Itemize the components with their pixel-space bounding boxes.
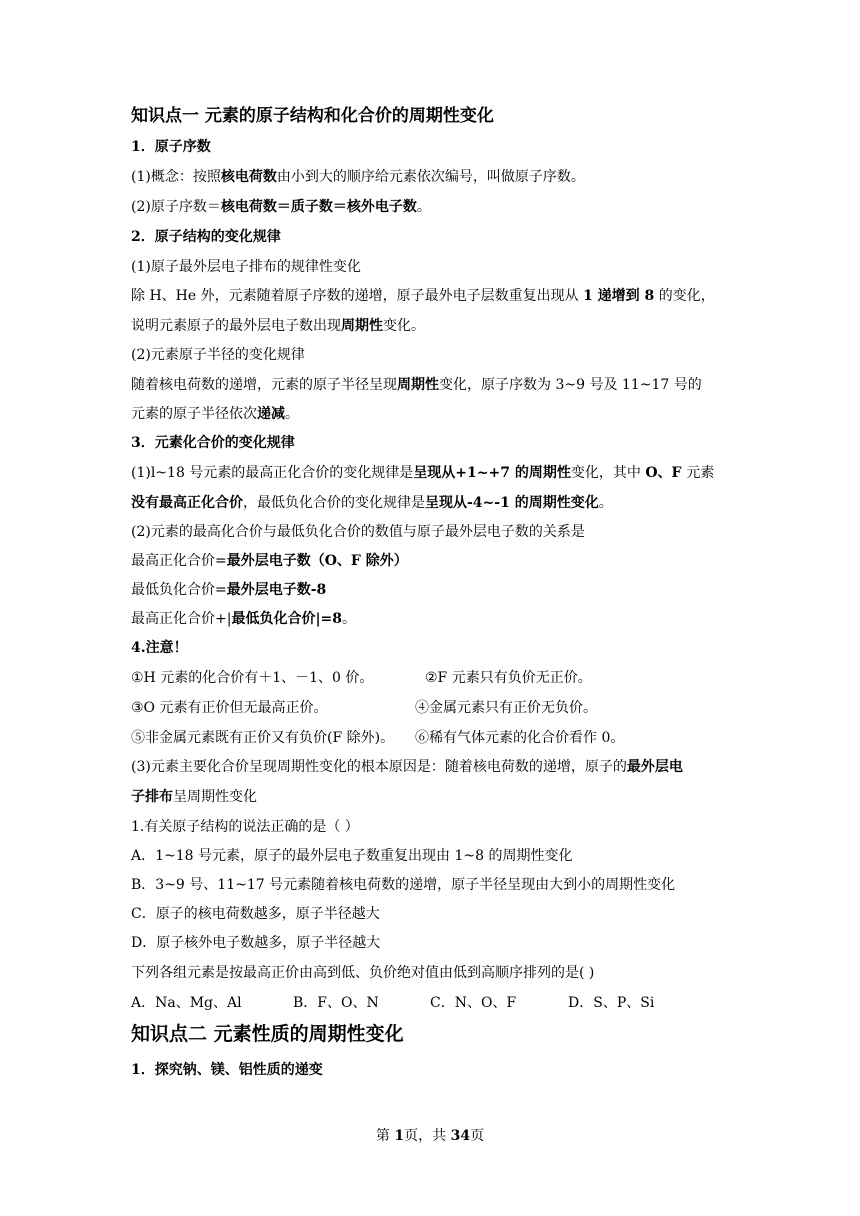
page-number: 1 (394, 1128, 405, 1144)
paragraph (131, 757, 683, 777)
text: (1)l~18 号元素的最高正化合价的变化规律是 (131, 465, 414, 481)
question-2-option-d: D．S、P、Si (568, 995, 655, 1011)
bold-text: 呈现从+1~+7 的周期性 (413, 465, 571, 481)
paragraph (131, 286, 715, 306)
question-2-option-b: B．F、O、N (293, 995, 379, 1011)
bold-text: 最外层电子数-8 (226, 582, 327, 598)
subheading-notes: 4.注意！ (131, 640, 188, 656)
text: 第 (375, 1128, 395, 1144)
text: 除 H、He 外，元素随着原子序数的递增，原子最外电子层数重复出现从 (131, 288, 584, 304)
text: (1)概念：按照 (131, 169, 221, 185)
subheading-na-mg-al: 1．探究钠、镁、铝性质的递变 (131, 1062, 323, 1078)
text: 变化，其中 (570, 465, 646, 481)
bold-text: 最低负化合价|=8 (231, 611, 343, 627)
text: 由小到大的顺序给元素依次编号，叫做原子序数。 (276, 169, 585, 185)
bold-text: 递减 (257, 406, 285, 422)
text: 。 (285, 406, 299, 422)
paragraph (131, 609, 356, 629)
note-item: ⑥稀有气体元素的化合价看作 0。 (415, 730, 625, 746)
text: 最高正化合价+| (131, 611, 232, 627)
paragraph (131, 197, 431, 217)
question-1-option-d: D．原子核外电子数越多，原子半径越大 (131, 935, 381, 951)
bold-text: 没有最高正化合价 (131, 495, 243, 511)
total-pages: 34 (450, 1128, 471, 1144)
section-title-2: 知识点二 元素性质的周期性变化 (131, 1023, 404, 1045)
bold-text: 周期性 (397, 377, 439, 393)
bold-text: 最外层电子数（O、F 除外） (226, 553, 408, 569)
text: (3)元素主要化合价呈现周期性变化的根本原因是：随着核电荷数的递增，原子的 (131, 759, 627, 775)
text: 变化。 (383, 318, 425, 334)
paragraph (131, 463, 714, 483)
bold-text: 核电荷数＝质子数＝核外电子数 (220, 199, 417, 215)
text: 说明元素原子的最外层电子数出现 (131, 318, 341, 334)
paragraph: (2)元素的最高化合价与最低负化合价的数值与原子最外层电子数的关系是 (131, 524, 585, 540)
note-item: ①H 元素的化合价有＋1、－1、0 价。 (131, 670, 374, 686)
paragraph (131, 551, 408, 571)
paragraph (131, 404, 299, 424)
bold-text: O、F (645, 465, 687, 481)
note-line (131, 668, 592, 688)
bold-text: 周期性 (341, 318, 383, 334)
page-footer (0, 1126, 860, 1146)
note-line (131, 728, 624, 748)
question-2: 下列各组元素是按最高正价由高到低、负价绝对值由低到高顺序排列的是( ) (131, 965, 595, 981)
question-1-option-b: B．3~9 号、11~17 号元素随着核电荷数的递增，原子半径呈现由大到小的周期性变化 (131, 877, 676, 893)
note-item: ④金属元素只有正价无负价。 (415, 700, 597, 716)
text: 最低负化合价= (131, 582, 227, 598)
question-1-option-c: C．原子的核电荷数越多，原子半径越大 (131, 906, 380, 922)
paragraph: (2)元素原子半径的变化规律 (131, 347, 305, 363)
text: 最高正化合价= (131, 553, 227, 569)
text: 随着核电荷数的递增，元素的原子半径呈现 (131, 377, 397, 393)
text: 元素的原子半径依次 (131, 406, 257, 422)
question-2-options (131, 993, 654, 1013)
note-line (131, 698, 597, 718)
bold-text: 1 递增到 8 (583, 288, 655, 304)
text: (2)原子序数＝ (131, 199, 221, 215)
paragraph (131, 493, 613, 513)
question-1: 1.有关原子结构的说法正确的是（ ） (131, 819, 359, 835)
paragraph: (1)原子最外层电子排布的规律性变化 (131, 259, 361, 275)
subheading-structure-rules: 2．原子结构的变化规律 (131, 229, 281, 245)
paragraph (131, 375, 702, 395)
paragraph (131, 167, 585, 187)
subheading-atomic-number: 1．原子序数 (131, 139, 211, 155)
bold-text: 核电荷数 (220, 169, 277, 185)
text: ，最低负化合价的变化规律是 (243, 495, 425, 511)
text: 呈周期性变化 (173, 789, 257, 805)
text: 页，共 (404, 1128, 451, 1144)
paragraph (131, 787, 257, 807)
bold-text: 子排布 (131, 789, 173, 805)
text: 页 (470, 1128, 485, 1144)
text: 。 (598, 495, 613, 511)
text: 元素 (686, 465, 715, 481)
question-2-option-a: A．Na、Mg、Al (131, 995, 242, 1011)
note-item: ③O 元素有正价但无最高正价。 (131, 700, 328, 716)
text: 的变化， (654, 288, 715, 304)
subheading-valence-rules: 3．元素化合价的变化规律 (131, 435, 295, 451)
paragraph (131, 580, 326, 600)
text: 变化，原子序数为 3~9 号及 11~17 号的 (439, 377, 702, 393)
question-1-option-a: A．1~18 号元素，原子的最外层电子数重复出现由 1~8 的周期性变化 (131, 848, 573, 864)
question-2-option-c: C．N、O、F (430, 995, 517, 1011)
note-item: ⑤非金属元素既有正价又有负价(F 除外)。 (131, 730, 395, 746)
note-item: ②F 元素只有负价无正价。 (425, 670, 592, 686)
bold-text: 呈现从-4~-1 的周期性变化 (425, 495, 599, 511)
section-title-1: 知识点一 元素的原子结构和化合价的周期性变化 (131, 106, 494, 126)
text: 。 (342, 611, 357, 627)
bold-text: 最外层电 (626, 759, 683, 775)
paragraph (131, 316, 425, 336)
text: 。 (416, 199, 431, 215)
